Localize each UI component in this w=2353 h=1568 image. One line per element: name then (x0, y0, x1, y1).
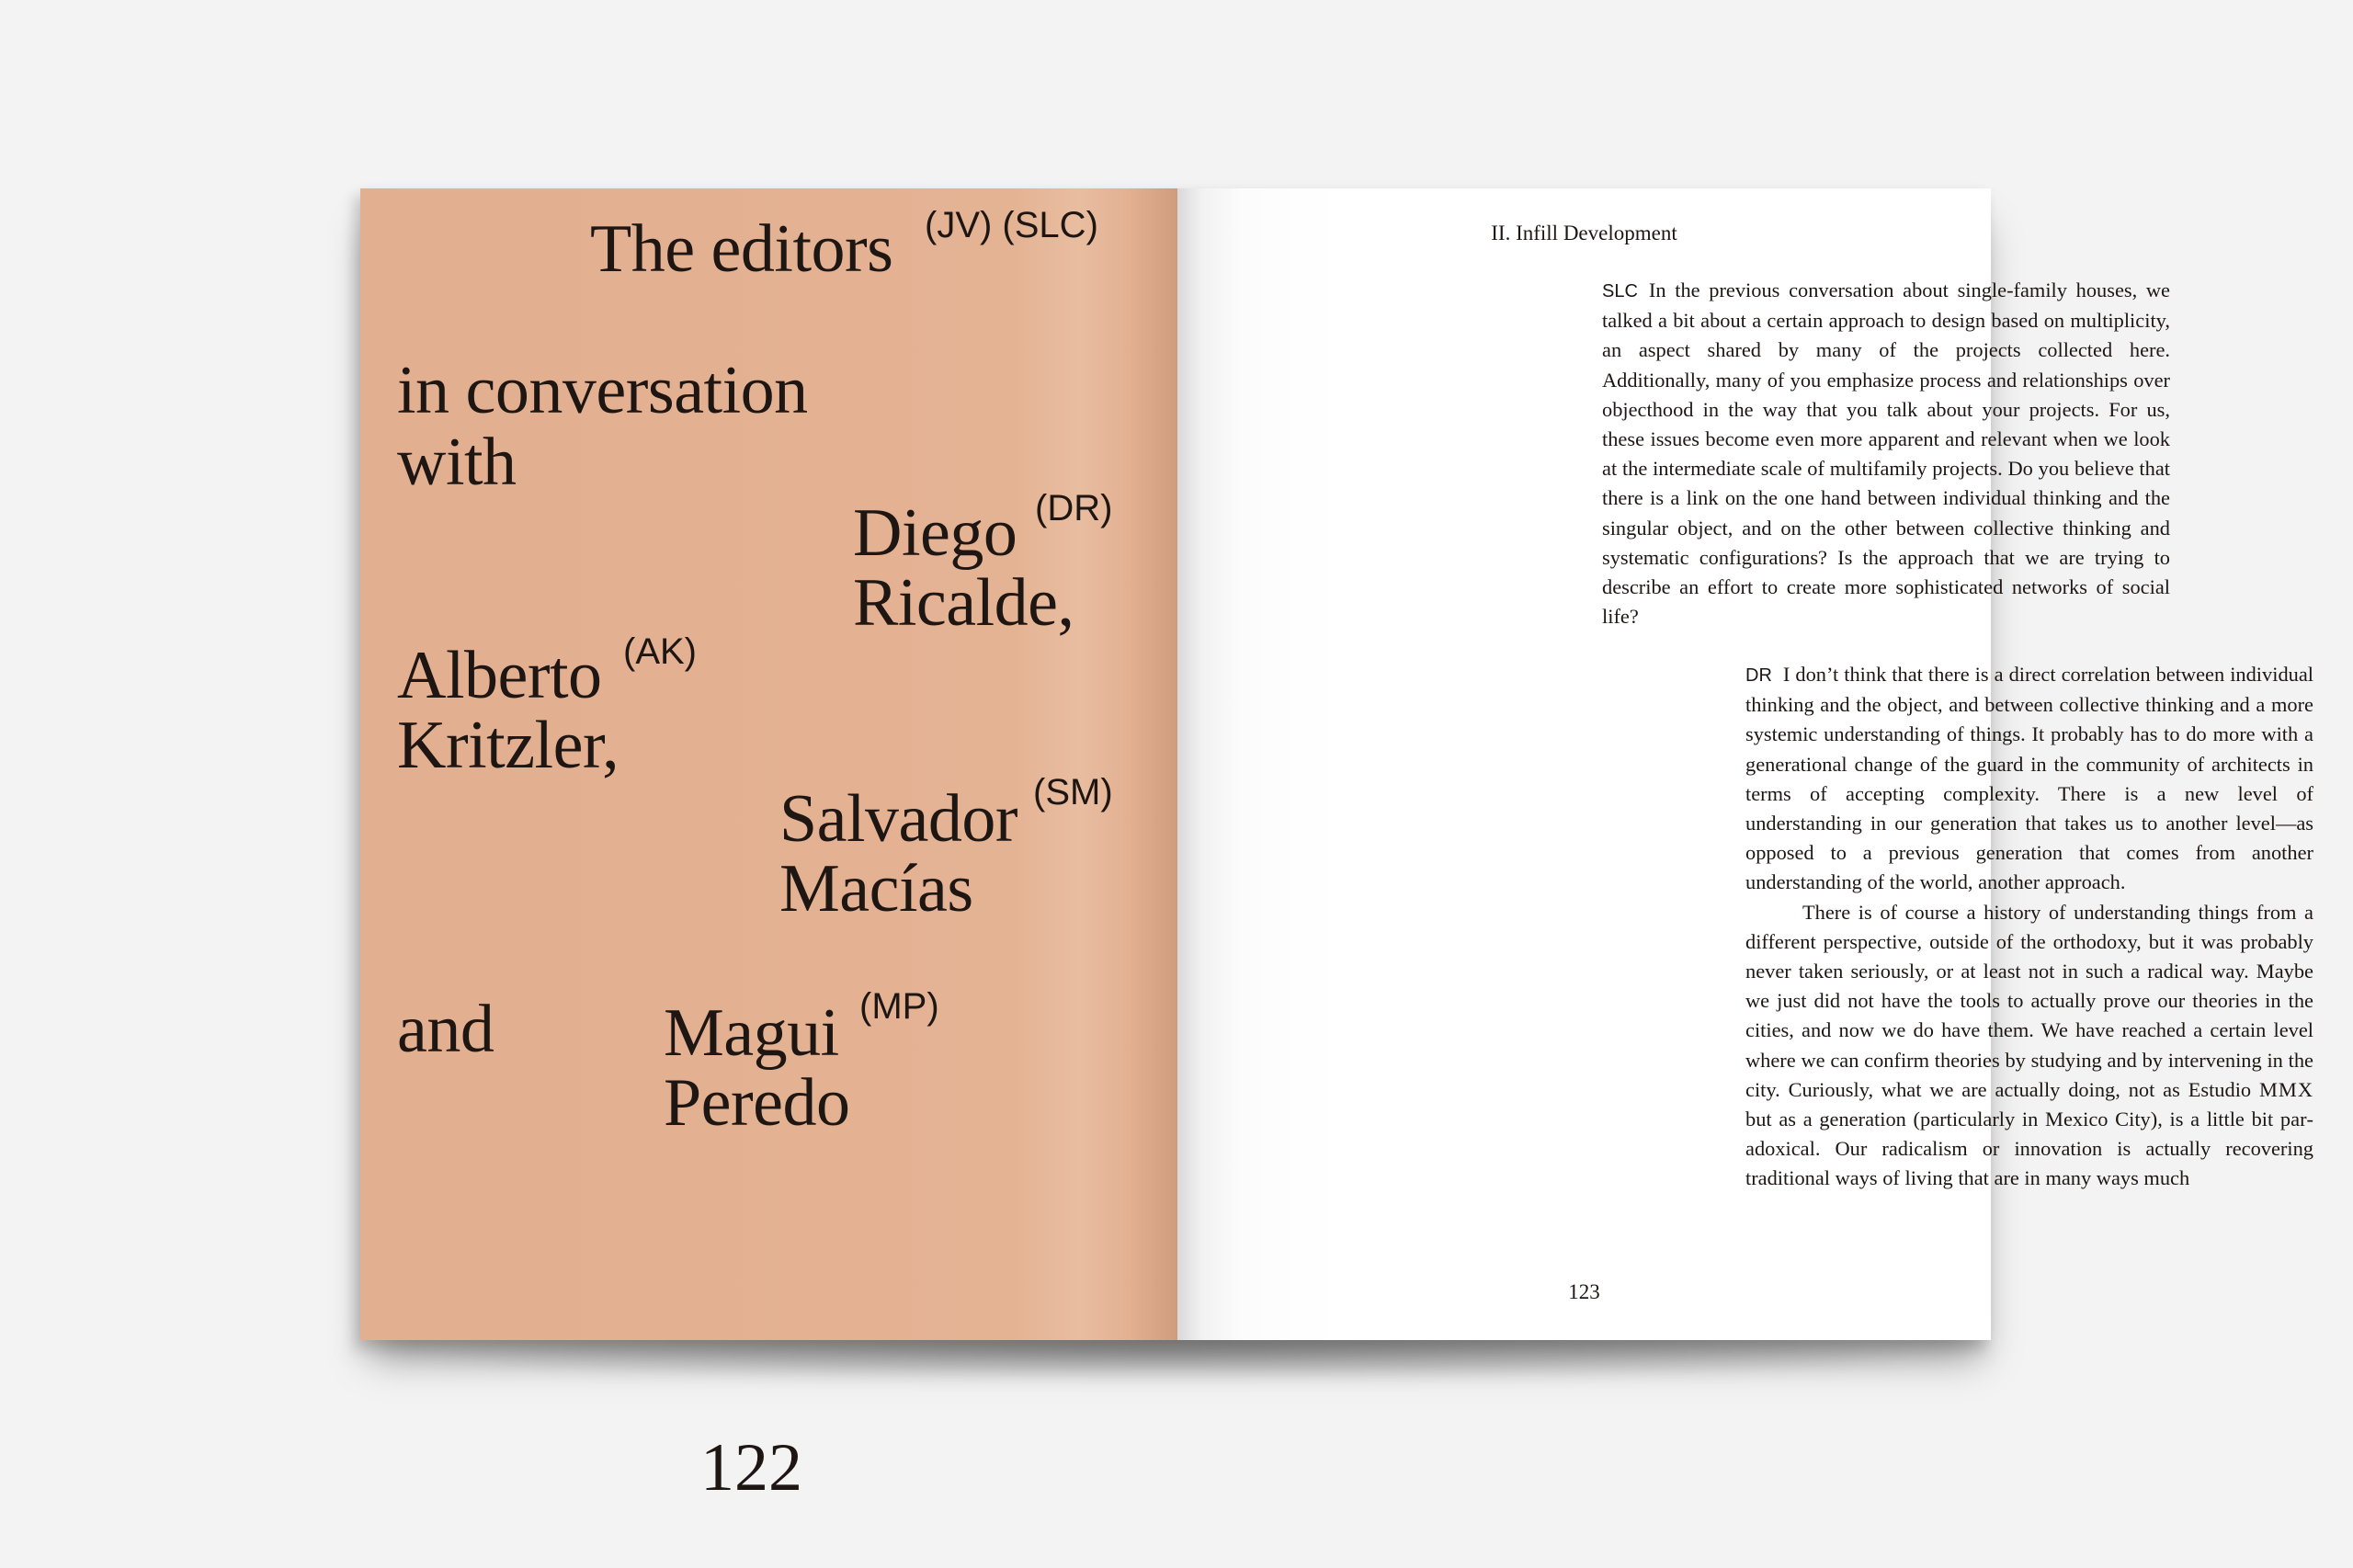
left-page (360, 188, 1177, 1506)
line-and: and (397, 992, 494, 1067)
title-line: The editors (590, 211, 893, 287)
line-in-conversation: in conversation (397, 353, 808, 428)
running-head: II. Infill Development (1491, 222, 1677, 244)
initials-ak: (AK) (623, 631, 697, 672)
page-number-left: 122 (700, 1430, 802, 1506)
paragraph-slc (1602, 276, 2170, 631)
studio-name: MMX (2259, 1077, 2313, 1101)
paragraph-dr-1 (1745, 660, 2313, 898)
initials-mp: (MP) (859, 986, 939, 1027)
paragraph-text: There is of course a history of understanding things from a different perspective, outside of the orthodoxy, but it was probably never taken seriously, or at least not in such a radical way. Maybe we just did not have the tools to actually prove our theories in the cities, and now we do have them. We have reached a certain level where we can confirm theories by studying and by intervening in the city. Curiously, what we are actually doing, not as Estudio (1745, 900, 2313, 1101)
paragraph-text: but as a generation (particularly in Mexico City), is a little bit paradoxical. Our radicalism or innovation is actually recovering traditional ways of living that are in many ways much (1745, 1108, 2313, 1190)
name-alberto-last: Kritzler, (397, 708, 620, 783)
speaker-label-dr: DR (1745, 665, 1772, 686)
speaker-label-slc: SLC (1602, 281, 1638, 301)
paragraph-dr-2 (1745, 898, 2313, 1194)
name-alberto-first: Alberto (397, 638, 602, 713)
name-salvador-last: Macías (779, 851, 973, 926)
name-salvador-first: Salvador (779, 781, 1018, 857)
paragraph-text: In the previous conversation about single-family houses, we talked a bit about a certain approach to design based on multiplicity, an aspect shared by many of the projects collected here. Additionally, many of you emphasize process and relationships over objecthood in the way that you talk about your projects. For us, these issues become even more apparent and relevant when we look at the intermediate scale of multifamily projects. Do you believe that there is a link on the one hand between individual thinking and the singular object, and on the other between collective thinking and systematic configurations? Is the approach that we are trying to describe an effort to create more sophisticated networks of social life? (1602, 278, 2170, 629)
paragraph-text: I don’t think that there is a direct correlation between individual thinking and the object, and between collective thinking and a more systemic understanding of things. It probably has to do more with a generational change of the guard in the community of architects in terms of accepting complexity. There is a new level of understanding in our generation that takes us to another level—as opposed to a previous generation that comes from another understanding of the world, another approach. (1745, 663, 2313, 894)
initials-sm: (SM) (1033, 772, 1113, 812)
line-with: with (397, 425, 517, 500)
speaker-block-dr (1745, 660, 2313, 1194)
title-initials: (JV) (SLC) (925, 205, 1098, 245)
right-page (1177, 188, 2313, 1340)
name-magui-last: Peredo (664, 1065, 850, 1141)
name-diego-first: Diego (853, 495, 1017, 571)
name-magui-first: Magui (664, 995, 839, 1071)
speaker-block-slc (1602, 276, 2170, 631)
name-diego-last: Ricalde, (853, 565, 1074, 641)
initials-dr: (DR) (1035, 488, 1113, 528)
open-book (360, 188, 2313, 1506)
page-number-right: 123 (1568, 1280, 1600, 1303)
